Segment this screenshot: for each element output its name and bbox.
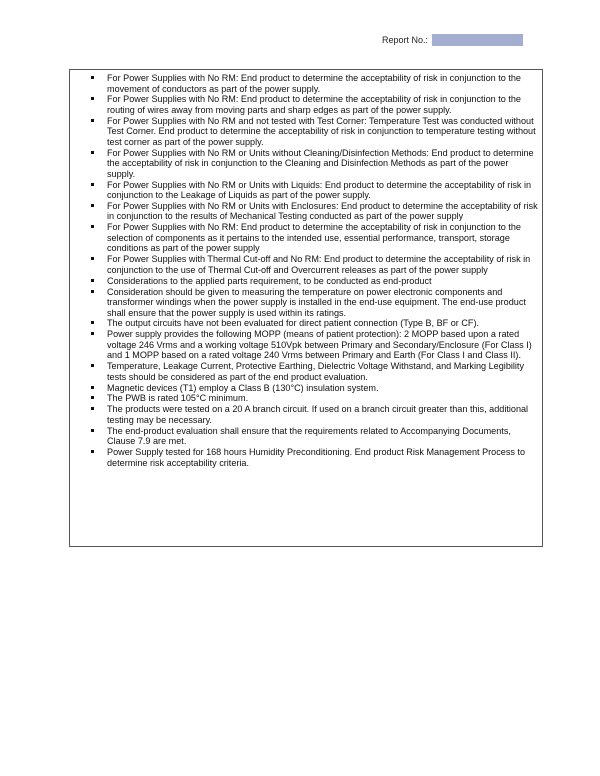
bullet-icon <box>91 386 94 389</box>
list-item <box>70 254 538 275</box>
bullet-icon <box>91 364 94 367</box>
list-item <box>70 404 538 425</box>
note-text: For Power Supplies with No RM: End product to determine the acceptability of risk in conjunction to the selection of components as it pertains to the intended use, essential performance, transport, storage conditions as part of the power supply <box>107 222 521 254</box>
note-text: Temperature, Leakage Current, Protective Earthing, Dielectric Voltage Withstand, and Marking Legibility tests should be considered as part of the end product evaluation. <box>107 361 525 382</box>
note-text: For Power Supplies with No RM: End product to determine the acceptability of risk in conjunction to the routing of wires away from moving parts and sharp edges as part of the power supply. <box>107 94 521 115</box>
bullet-icon <box>91 151 94 154</box>
note-text: For Power Supplies with No RM or Units with Enclosures: End product to determine the acceptability of risk in conjunction to the results of Mechanical Testing conducted as part of the power supply <box>107 200 538 222</box>
note-text: For Power Supplies with No RM and not tested with Test Corner: Temperature Test was conducted without Test Corner. End product to determine the acceptability of risk in conjunction to temperature testing without test corner as part of the power supply. <box>107 115 536 147</box>
bullet-icon <box>91 97 94 100</box>
bullet-icon <box>91 279 94 282</box>
list-item <box>70 180 538 201</box>
bullet-icon <box>91 290 94 293</box>
bullet-icon <box>91 429 94 432</box>
list-item <box>70 447 538 468</box>
note-text: Consideration should be given to measuring the temperature on power electronic components and transformer windings when the power supply is installed in the end-use equipment. The end-use product shall ensure that the power supply is used within its ratings. <box>107 286 526 318</box>
list-item <box>70 383 538 394</box>
note-text: The output circuits have not been evaluated for direct patient connection (Type B, BF or CF). <box>107 318 480 329</box>
list-item <box>70 329 538 361</box>
note-text: Power supply provides the following MOPP (means of patient protection): 2 MOPP based upon a rated voltage 246 Vrms and a working voltage 510Vpk between Primary and Secondary/Enclosure (For Class I) and 1 MOPP based on a rated voltage 240 Vrms between Primary and Earth (For Class I and Class II). <box>107 329 532 361</box>
bullet-icon <box>91 257 94 260</box>
list-item <box>70 276 538 287</box>
bullet-icon <box>91 407 94 410</box>
note-text: Power Supply tested for 168 hours Humidity Preconditioning. End product Risk Management Process to determine risk acceptability criteria. <box>107 447 526 468</box>
note-text: For Power Supplies with No RM or Units with Liquids: End product to determine the acceptability of risk in conjunction to the Leakage of Liquids as part of the power supply. <box>107 179 532 201</box>
list-item <box>70 201 538 222</box>
note-text: Considerations to the applied parts requirement, to be conducted as end-product <box>107 275 432 286</box>
list-item <box>70 287 538 319</box>
notes-list <box>70 70 542 468</box>
note-text: For Power Supplies with No RM or Units without Cleaning/Disinfection Methods: End product to determine the acceptability of risk in conjunction to the Cleaning and Disinfection Methods as part of the power supply. <box>107 147 534 179</box>
note-text: The PWB is rated 105°C minimum. <box>107 393 249 404</box>
bullet-icon <box>91 119 94 122</box>
bullet-icon <box>91 332 94 335</box>
note-text: The products were tested on a 20 A branch circuit. If used on a branch circuit greater than this, additional testing may be necessary. <box>107 404 529 425</box>
bullet-icon <box>91 183 94 186</box>
report-no-field[interactable] <box>432 34 523 46</box>
note-text: The end-product evaluation shall ensure that the requirements related to Accompanying Documents, Clause 7.9 are met. <box>107 425 511 447</box>
list-item <box>70 148 538 180</box>
list-item <box>70 116 538 148</box>
list-item <box>70 222 538 254</box>
list-item <box>70 73 538 94</box>
bullet-icon <box>91 76 94 79</box>
bullet-icon <box>91 396 94 399</box>
bullet-icon <box>91 450 94 453</box>
list-item <box>70 94 538 115</box>
list-item <box>70 318 538 329</box>
note-text: For Power Supplies with No RM: End product to determine the acceptability of risk in conjunction to the movement of conductors as part of the power supply. <box>107 73 521 94</box>
notes-box <box>69 69 543 547</box>
list-item <box>70 393 538 404</box>
bullet-icon <box>91 225 94 228</box>
report-no-label: Report No.: <box>382 35 429 45</box>
bullet-icon <box>91 321 94 324</box>
list-item <box>70 426 538 447</box>
note-text: For Power Supplies with Thermal Cut-off and No RM: End product to determine the acceptability of risk in conjunction to the use of Thermal Cut-off and Overcurrent releases as part of the power supply <box>107 254 531 275</box>
note-text: Magnetic devices (T1) employ a Class B (130°C) insulation system. <box>107 382 379 393</box>
list-item <box>70 361 538 382</box>
bullet-icon <box>91 204 94 207</box>
